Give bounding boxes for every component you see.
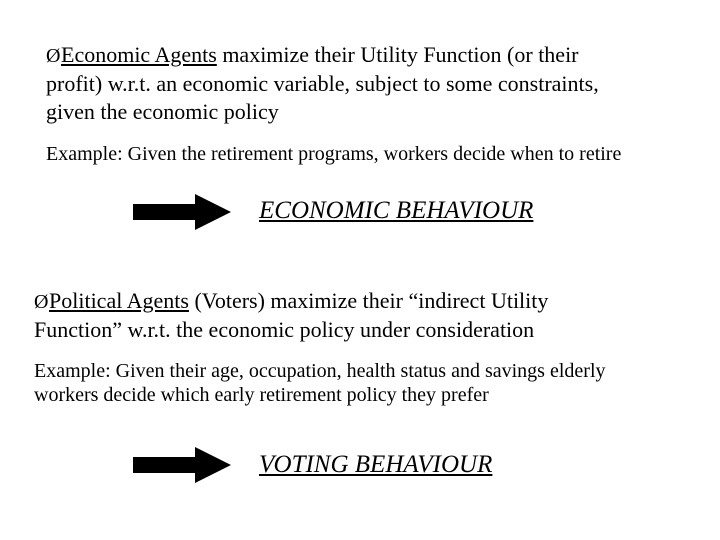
- economic-agents-term: Economic Agents: [61, 42, 217, 67]
- political-example-line-1: Example: Given their age, occupation, health status and savings elderly: [34, 360, 606, 382]
- bullet-arrow-icon: Ø: [34, 291, 49, 313]
- voting-behaviour-label: VOTING BEHAVIOUR: [259, 451, 493, 478]
- economic-agents-paragraph: [46, 41, 599, 126]
- economic-agents-line-3: given the economic policy: [46, 99, 279, 124]
- bullet-arrow-icon: Ø: [46, 45, 61, 67]
- political-agents-line-1-text: (Voters) maximize their “indirect Utility: [188, 288, 549, 313]
- political-example: [34, 359, 606, 407]
- political-agents-line-1: [34, 287, 548, 316]
- political-agents-term: Political Agents: [49, 288, 189, 313]
- right-arrow-icon: [133, 194, 233, 230]
- right-arrow-icon: [133, 447, 233, 483]
- political-agents-line-2: Function” w.r.t. the economic policy under consideration: [34, 317, 535, 342]
- political-agents-paragraph: [34, 287, 548, 344]
- economic-behaviour-label: ECONOMIC BEHAVIOUR: [259, 197, 534, 224]
- political-example-line-2: workers decide which early retirement policy they prefer: [34, 384, 489, 406]
- economic-agents-line-2: profit) w.r.t. an economic variable, subject to some constraints,: [46, 71, 599, 96]
- economic-agents-line-1-text: maximize their Utility Function (or their: [216, 42, 579, 67]
- economic-example: Example: Given the retirement programs, workers decide when to retire: [46, 143, 622, 165]
- economic-agents-line-1: [46, 41, 599, 70]
